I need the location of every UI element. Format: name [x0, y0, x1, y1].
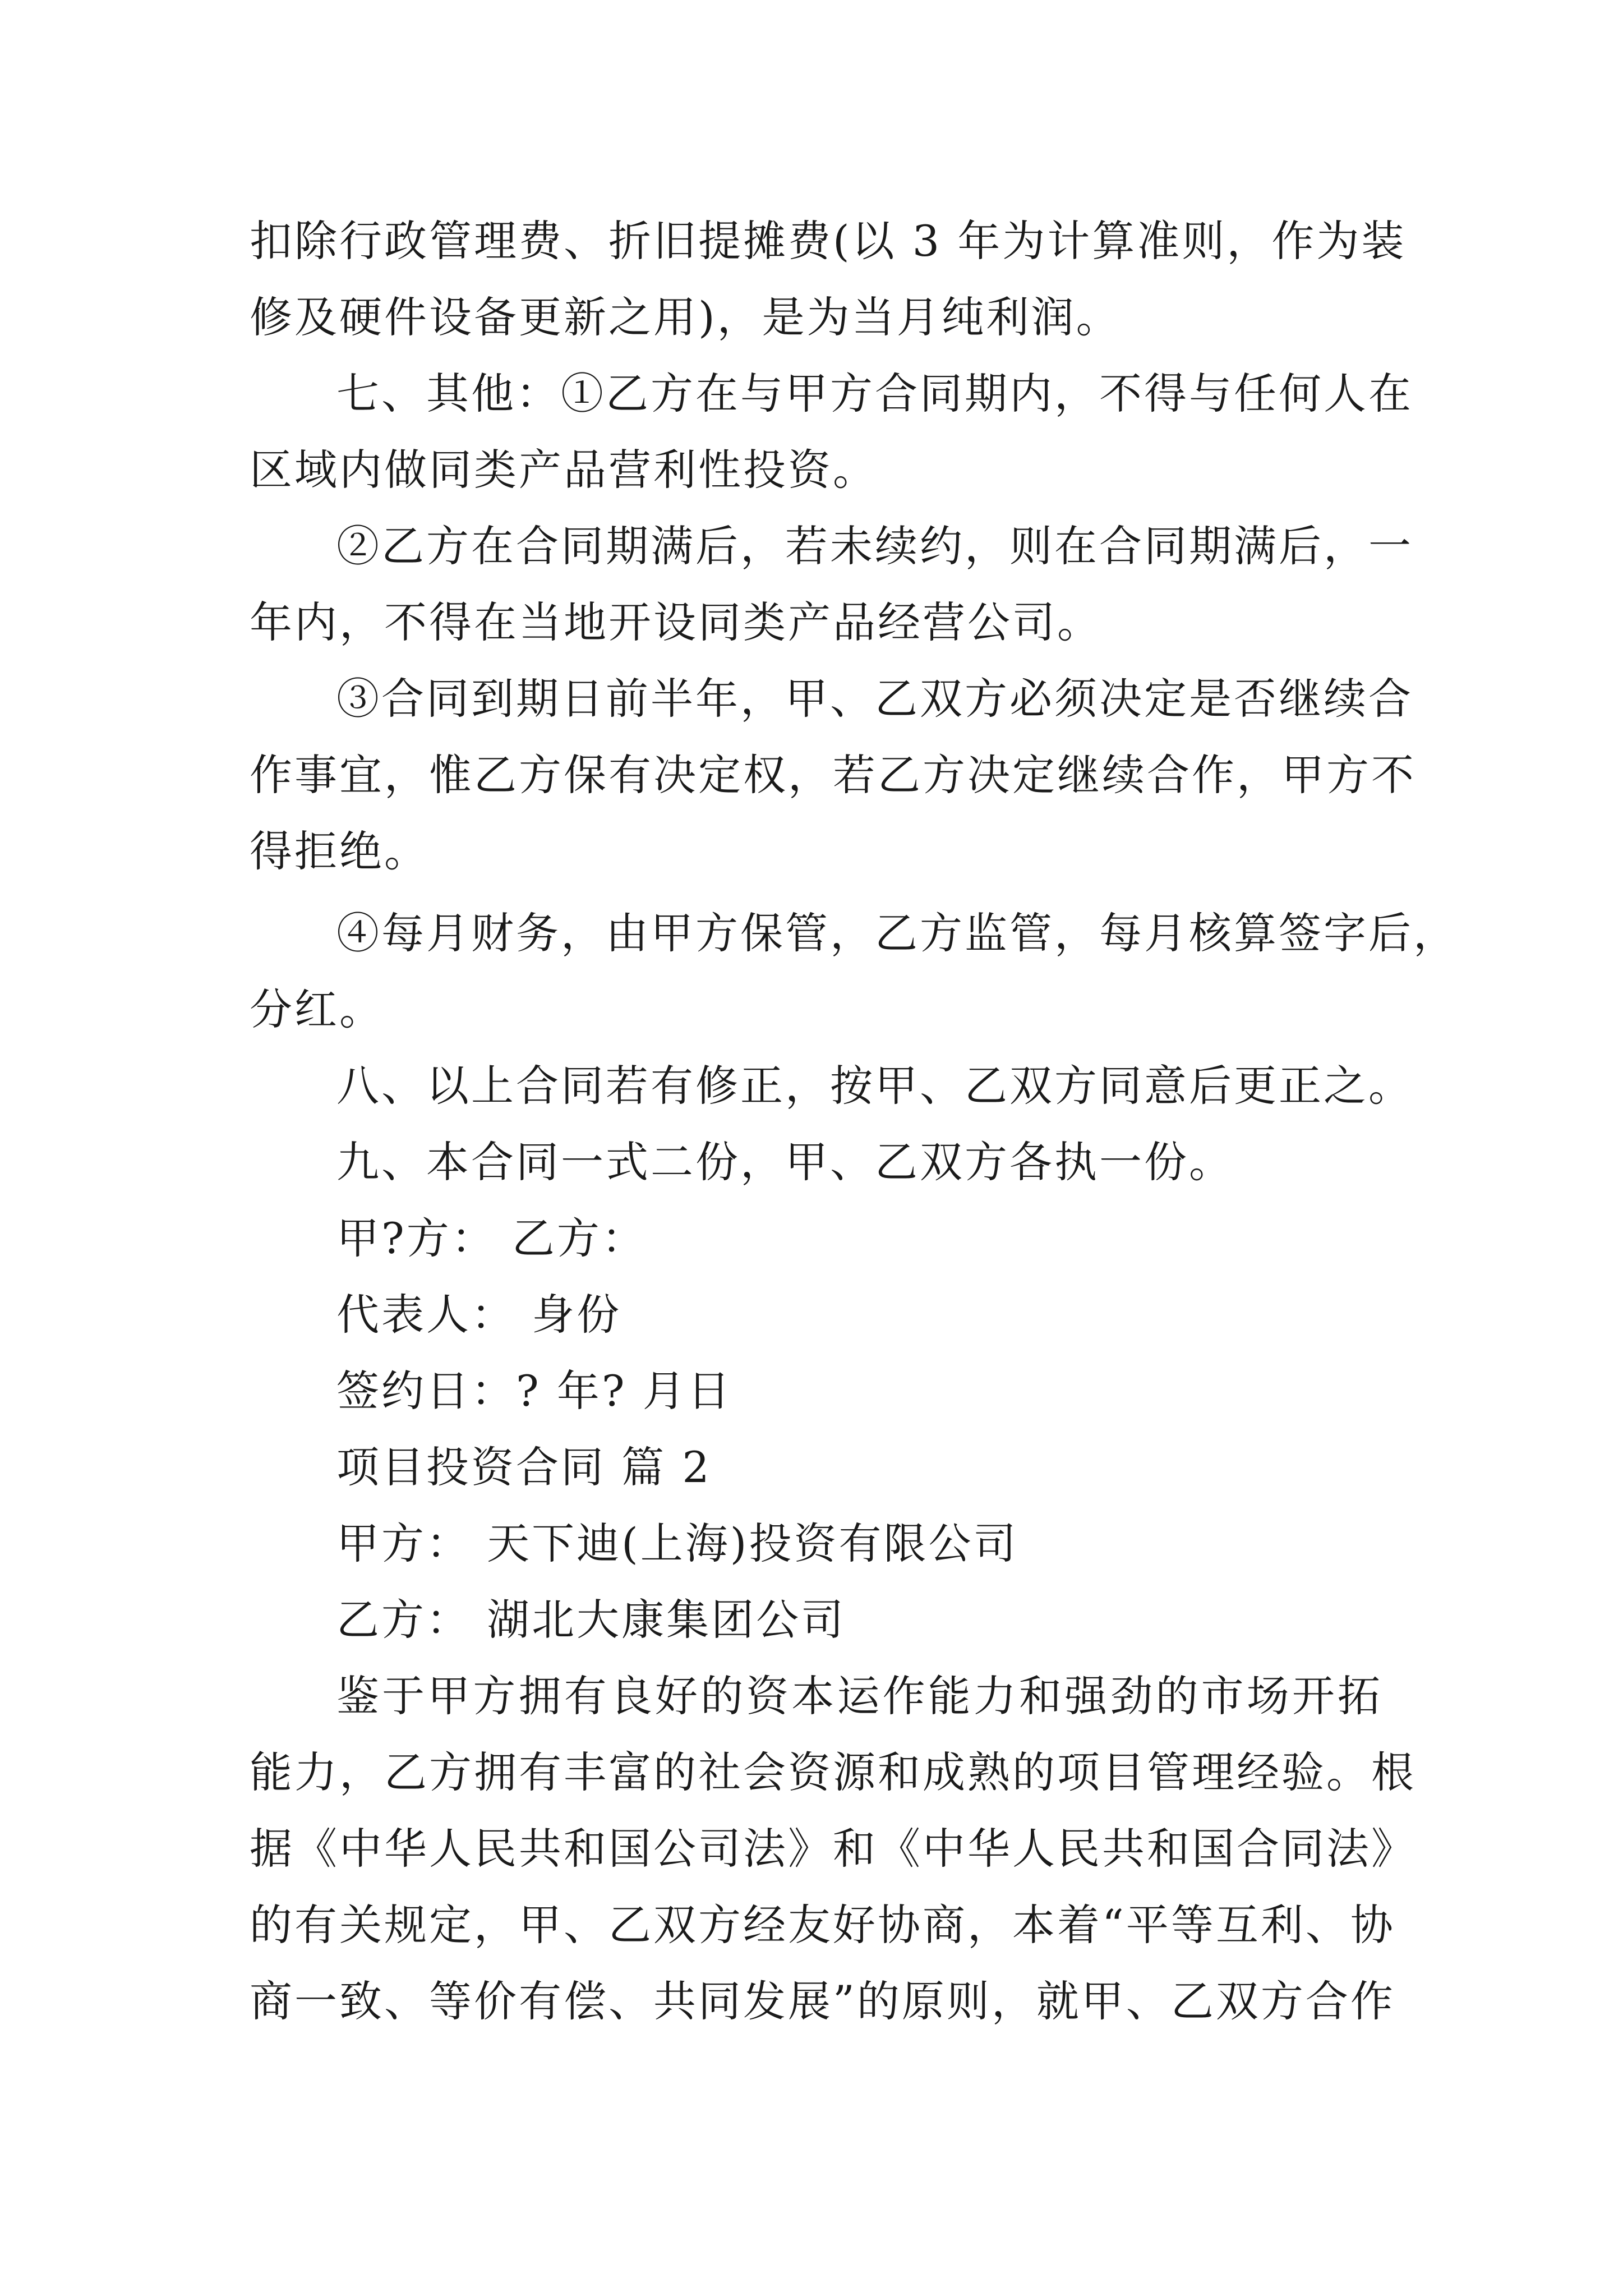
text-line: 八、以上合同若有修正，按甲、乙双方同意后更正之。 — [336, 1061, 1413, 1111]
text-line: 能力，乙方拥有丰富的社会资源和成熟的项目管理经验。根 — [250, 1747, 1416, 1797]
text-line: 商一致、等价有偿、共同发展”的原则，就甲、乙双方合作 — [250, 1976, 1395, 2026]
text-line: ②乙方在合同期满后，若未续约，则在合同期满后，一 — [336, 521, 1413, 571]
text-line: ④每月财务，由甲方保管，乙方监管，每月核算签字后， — [336, 908, 1458, 958]
text-line: 甲?方： 乙方： — [336, 1213, 647, 1263]
text-line: 年内，不得在当地开设同类产品经营公司。 — [250, 597, 1102, 647]
text-line: 作事宜，惟乙方保有决定权，若乙方决定继续合作，甲方不 — [250, 750, 1416, 800]
text-line: 据《中华人民共和国公司法》和《中华人民共和国合同法》 — [250, 1824, 1416, 1874]
text-line: 得拒绝。 — [250, 826, 429, 876]
text-line: 区域内做同类产品营利性投资。 — [250, 445, 878, 495]
text-line: 乙方： 湖北大康集团公司 — [336, 1595, 846, 1645]
text-line: 鉴于甲方拥有良好的资本运作能力和强劲的市场开拓 — [336, 1671, 1382, 1721]
text-line: 九、本合同一式二份，甲、乙双方各执一份。 — [336, 1137, 1234, 1187]
text-line: 签约日：? 年? 月日 — [336, 1366, 732, 1416]
text-line: 七、其他：①乙方在与甲方合同期内，不得与任何人在 — [336, 369, 1413, 418]
text-line: 的有关规定，甲、乙双方经友好协商，本着“平等互利、协 — [250, 1900, 1395, 1950]
text-line: ③合同到期日前半年，甲、乙双方必须决定是否继续合 — [336, 674, 1413, 724]
text-line: 修及硬件设备更新之用)，是为当月纯利润。 — [250, 292, 1121, 342]
text-line: 分红。 — [250, 984, 384, 1034]
text-line: 扣除行政管理费、折旧提摊费(以 3 年为计算准则，作为装 — [250, 216, 1407, 266]
text-line: 代表人： 身份 — [336, 1290, 622, 1340]
text-line: 甲方： 天下迪(上海)投资有限公司 — [336, 1519, 1018, 1568]
text-line: 项目投资合同 篇 2 — [336, 1442, 712, 1492]
